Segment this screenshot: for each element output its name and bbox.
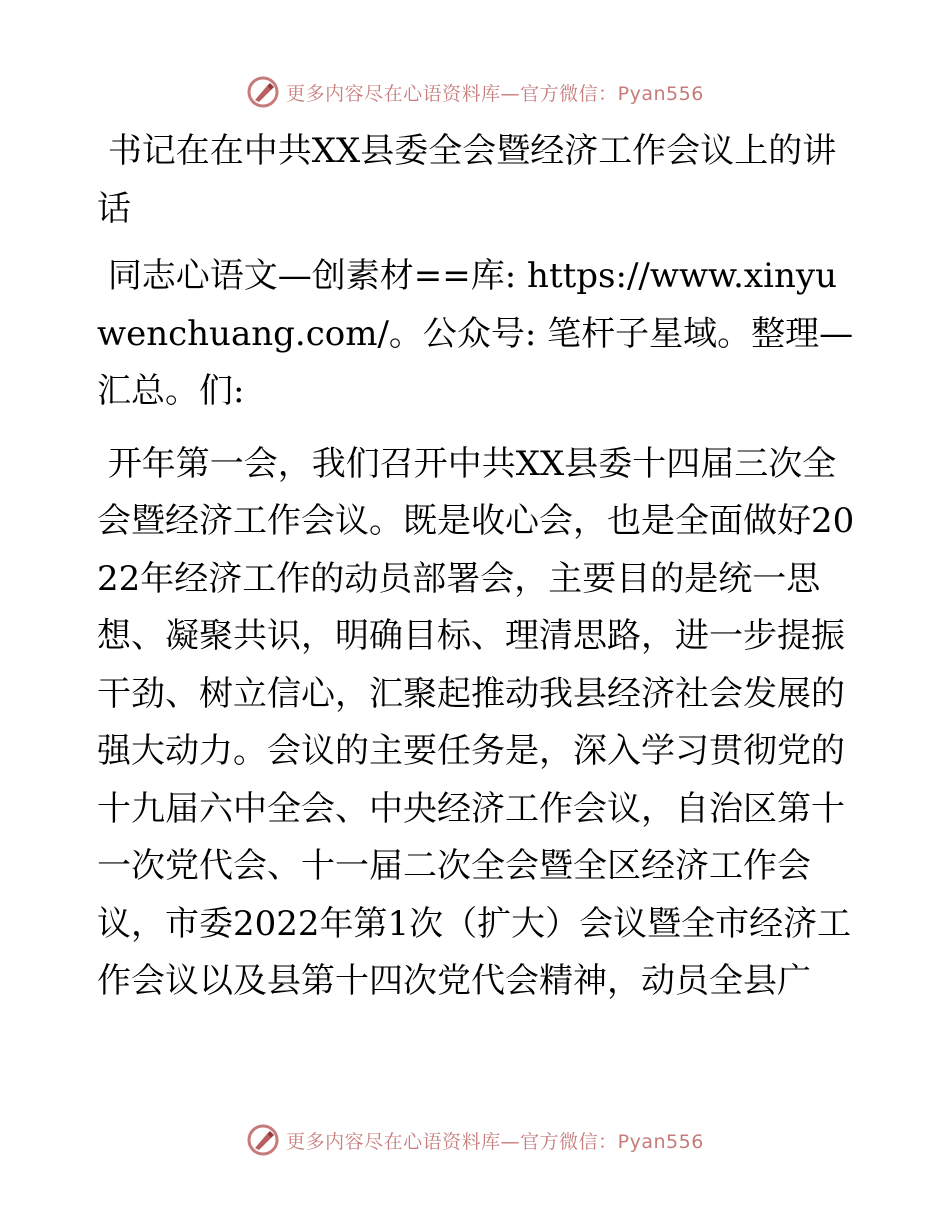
pen-nib-logo-icon xyxy=(246,75,280,109)
pen-nib-logo-icon xyxy=(246,1123,280,1157)
header-watermark xyxy=(0,72,950,112)
watermark-text: 更多内容尽在心语资料库—官方微信：Pyan556 xyxy=(286,1130,704,1153)
source-credit-line: 同志心语文—创素材==库: https://www.xinyuwenchuang.com/。公众号: 笔杆子星域。整理—汇总。们: xyxy=(97,256,854,411)
document-content xyxy=(97,123,857,1011)
watermark-text: 更多内容尽在心语资料库—官方微信：Pyan556 xyxy=(286,82,704,105)
document-title: 书记在在中共XX县委全会暨经济工作会议上的讲话 xyxy=(97,131,837,229)
body-paragraph: 开年第一会，我们召开中共XX县委十四届三次全会暨经济工作会议。既是收心会，也是全面做好2022年经济工作的动员部署会，主要目的是统一思想、凝聚共识，明确目标、理清思路，进一步提振干劲、树立信心，汇聚起推动我县经济社会发展的强大动力。会议的主要任务是，深入学习贯彻党的十九届六中全会、中央经济工作会议，自治区第十一次党代会、十一届二次全会暨全区经济工作会议，市委2022年第1次（扩大）会议暨全市经济工作会议以及县第十四次党代会精神，动员全县广 xyxy=(97,443,855,1001)
footer-watermark xyxy=(0,1120,950,1160)
